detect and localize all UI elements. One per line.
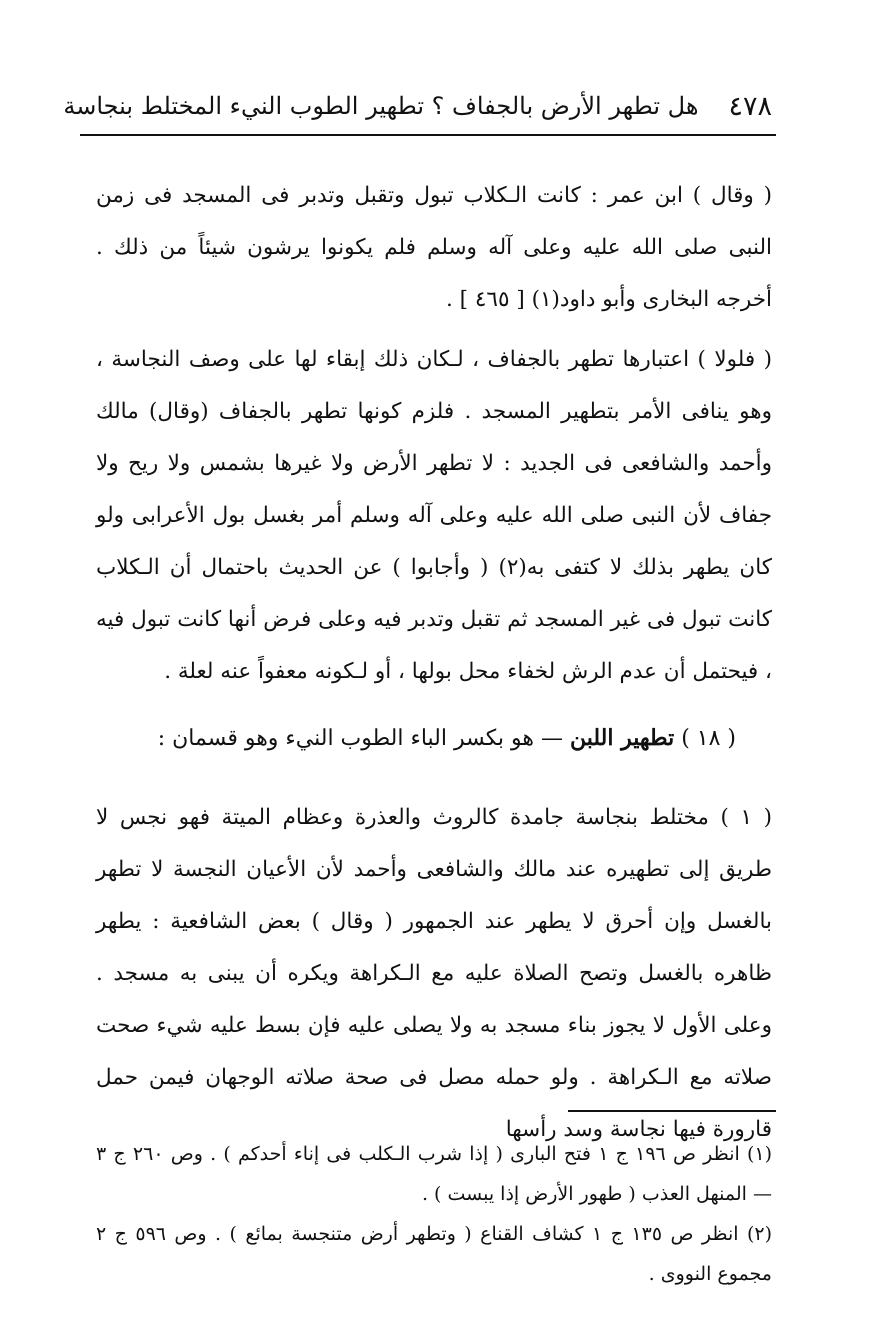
paragraph-drying: ( فلولا ) اعتبارها تطهر بالجفاف ، لـكان ذلك إبقاء لها على وصف النجاسة ، وهو ينافى الأمر بتطهير المسجد . فلزم كونها تطهر بالجفاف (وقال) مالك وأحمد والشافعى فى الجديد : لا تطهر الأرض ولا غيرها بشمس ولا ريح ولا جفاف لأن النبى صلى الله عليه وعلى آله وسلم أمر بغسل بول الأعرابى ولو كان يطهر بذلك لا كتفى به(٢) ( وأجابوا ) عن الحديث باحتمال أن الـكلاب كانت تبول فى غير المسجد ثم تقبل وتدبر فيه وعلى فرض أنها كانت تبول فيه ، فيحتمل أن عدم الرش لخفاء محل بولها ، أو لـكونه معفواً عنه لعلة . (96, 347, 772, 684)
section-heading (96, 716, 736, 760)
footnote-divider (568, 1110, 776, 1112)
paragraph-ibn-umar: ( وقال ) ابن عمر : كانت الـكلاب تبول وتقبل وتدبر فى المسجد فى زمن النبى صلى الله عليه وعلى آله وسلم فلم يكونوا يرشون شيئاً من ذلك . أخرجه البخارى وأبو داود(١) [ ٤٦٥ ] . (96, 183, 772, 312)
running-title: هل تطهر الأرض بالجفاف ؟ تطهير الطوب النيء المختلط بنجاسة (63, 92, 699, 120)
footnote-1: (١) انظر ص ١٩٦ ج ١ فتح البارى ( إذا شرب الـكلب فى إناء أحدكم ) . وص ٢٦٠ ج ٣ — المنهل العذب ( طهور الأرض إذا يبست ) . (96, 1143, 773, 1205)
footnote-2: (٢) انظر ص ١٣٥ ج ١ كشاف القناع ( وتطهر أرض متنجسة بمائع ) . وص ٥٩٦ ج ٢ مجموع النووى . (96, 1223, 773, 1285)
section-title: تطهير اللبن (569, 725, 675, 751)
page-header (63, 86, 772, 126)
paragraph-mixed-brick: ( ١ ) مختلط بنجاسة جامدة كالروث والعذرة وعظام الميتة فهو نجس لا طريق إلى تطهيره عند مالك والشافعى وأحمد لأن الأعيان النجسة لا تطهر بالغسل وإن أحرق لا يطهر عند الجمهور ( وقال ) بعض الشافعية : يطهر ظاهره بالغسل وتصح الصلاة عليه مع الـكراهة ويكره أن يبنى به مسجد . وعلى الأول لا يجوز بناء مسجد به ولا يصلى عليه فإن بسط عليه شيء صحت صلاته مع الـكراهة . ولو حمله مصل فى صحة صلاته الوجهان فيمن حمل قارورة فيها نجاسة وسد رأسها (96, 805, 772, 1142)
header-divider (80, 134, 776, 136)
section-text: — هو بكسر الباء الطوب النيء وهو قسمان : (157, 726, 563, 751)
page-number: ٤٧٨ (728, 90, 772, 122)
section-number: ( ١٨ ) (681, 726, 736, 751)
